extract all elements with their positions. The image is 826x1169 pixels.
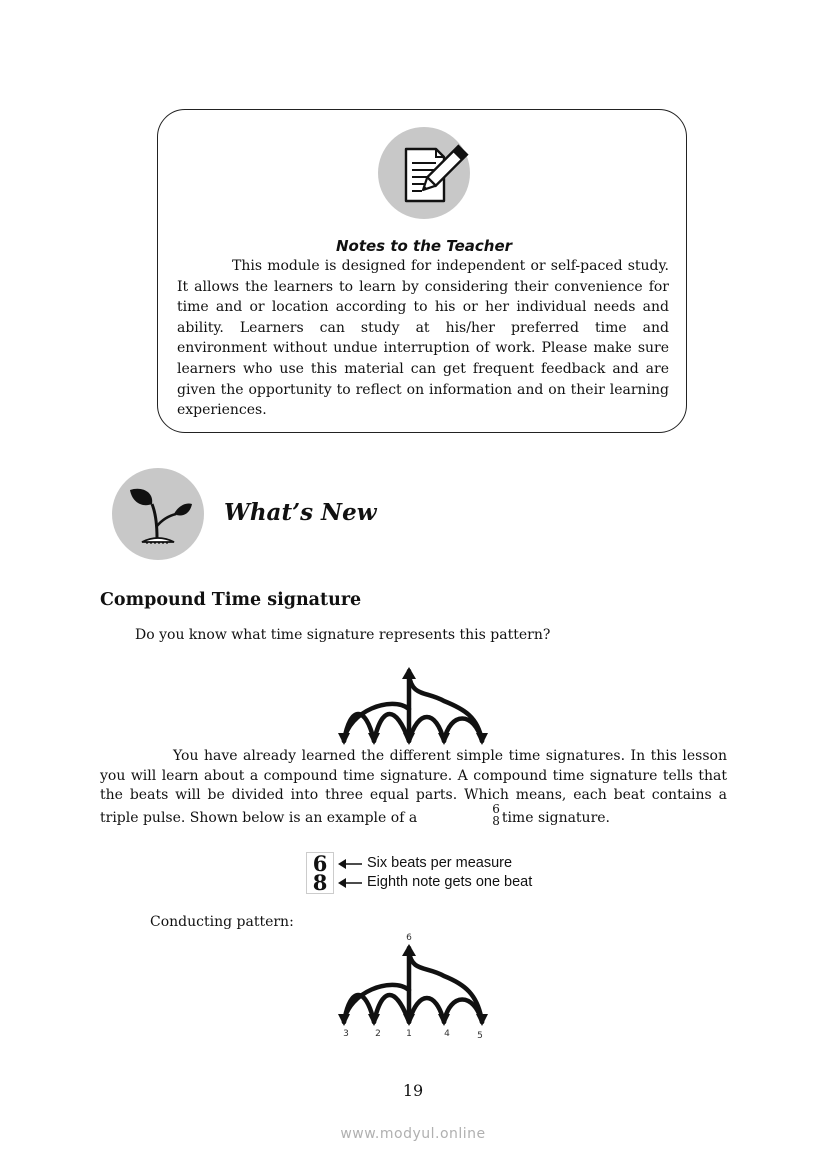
time-signature-box — [306, 852, 334, 894]
arrow-left-icon — [338, 877, 364, 889]
notes-body: This module is designed for independent or self-paced study. It allows the learners to learn by considering their convenience for time and or location according to his or her individual needs and ability. Learners can study at his/her preferred time and environment without undue interruption of work. Please make sure learners who use this material can get frequent feedback and are given the opportunity to reflect on information and on their learning experiences. — [177, 258, 669, 419]
paragraph-tail: time signature. — [501, 810, 610, 827]
conducting-pattern-diagram — [336, 665, 492, 745]
time-signature-bottom: 8 — [312, 870, 328, 895]
paragraph-text: You have already learned the different simple time signatures. In this lesson you will learn about a compound time signature. A compound time signature tells that the beats will be divided into three equal parts. Which means, each beat contains a triple pulse. Shown below is an example of a — [100, 748, 727, 827]
time-signature-bottom-label: Eighth note gets one beat — [367, 874, 533, 890]
beat-label: 6 — [406, 933, 412, 943]
beat-label: 4 — [444, 1029, 450, 1039]
question-text: Do you know what time signature represents this pattern? — [135, 627, 551, 643]
conducting-label: Conducting pattern: — [150, 914, 294, 930]
compound-time-paragraph — [100, 747, 727, 830]
page-number: 19 — [402, 1081, 424, 1100]
beat-label: 2 — [375, 1029, 381, 1039]
fraction-top: 6 — [492, 802, 500, 817]
section-heading: Compound Time signature — [100, 590, 362, 610]
beat-label: 1 — [406, 1029, 412, 1039]
numbered-conducting-pattern-diagram — [336, 930, 492, 1042]
watermark: www.modyul.online — [340, 1126, 486, 1142]
whats-new-title: What’s New — [224, 499, 377, 526]
beat-label: 5 — [477, 1031, 483, 1041]
fraction-bottom: 8 — [492, 814, 500, 829]
notes-title: Notes to the Teacher — [335, 237, 513, 255]
arrow-left-icon — [338, 858, 364, 870]
time-signature-top: 6 — [312, 851, 328, 876]
sprout-icon — [112, 468, 204, 560]
notes-pencil-icon — [378, 127, 470, 219]
beat-label: 3 — [343, 1029, 349, 1039]
inline-fraction — [419, 803, 500, 827]
time-signature-top-label: Six beats per measure — [367, 855, 513, 871]
